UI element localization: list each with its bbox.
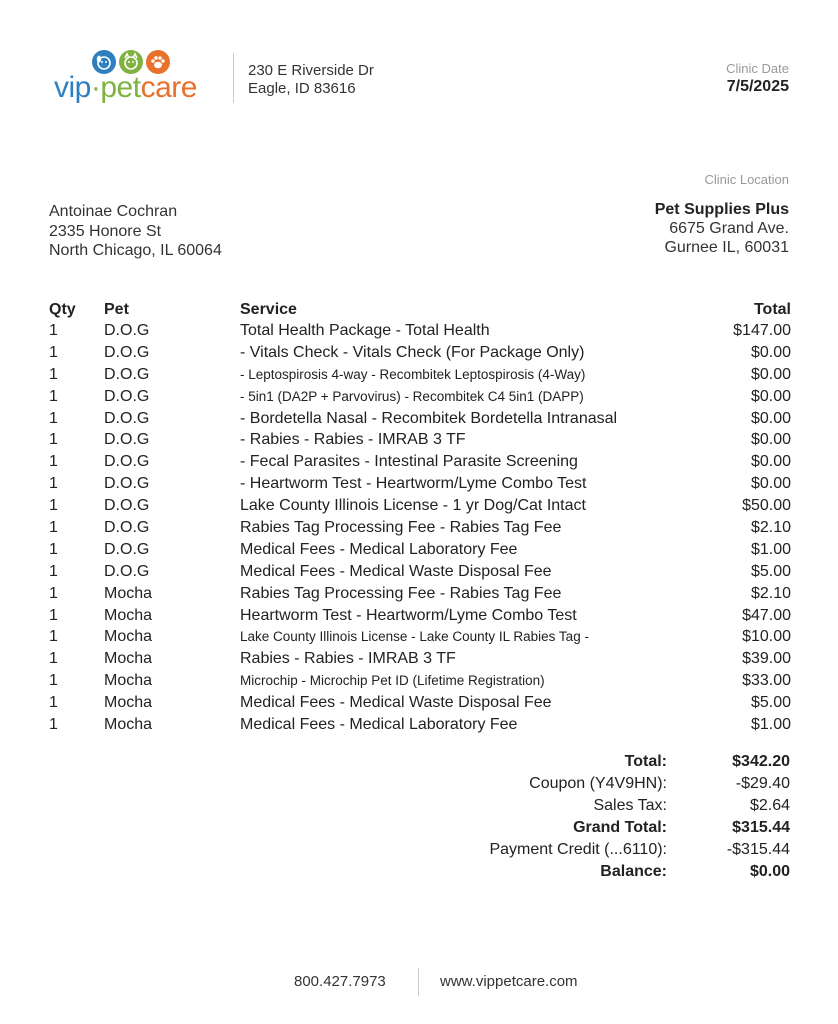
totals-label: Sales Tax: xyxy=(593,797,667,815)
totals-row xyxy=(300,751,790,773)
table-row xyxy=(49,451,791,473)
totals-label: Balance: xyxy=(600,863,667,881)
row-pet: Mocha xyxy=(104,584,153,602)
totals-row xyxy=(300,795,790,817)
row-total: $5.00 xyxy=(750,562,791,580)
row-total: $39.00 xyxy=(742,650,791,668)
table-row xyxy=(49,605,791,627)
totals-value: -$29.40 xyxy=(735,775,790,793)
row-service: - 5in1 (DA2P + Parvovirus) - Recombitek C4 5in1 (DAPP) xyxy=(240,388,584,404)
customer-address xyxy=(49,202,222,261)
row-total: $0.00 xyxy=(750,475,791,493)
row-service: Lake County Illinois License - Lake County IL Rabies Tag - xyxy=(240,629,589,645)
row-total: $47.00 xyxy=(742,606,791,624)
row-service: Rabies Tag Processing Fee - Rabies Tag Fee xyxy=(240,519,562,537)
row-total: $0.00 xyxy=(750,365,791,383)
row-total: $0.00 xyxy=(750,453,791,471)
row-service: - Bordetella Nasal - Recombitek Bordetella Intranasal xyxy=(240,409,618,427)
table-row xyxy=(49,692,791,714)
totals-label: Total: xyxy=(624,753,667,770)
row-pet: D.O.G xyxy=(104,519,150,537)
row-total: $50.00 xyxy=(742,497,791,515)
logo-part-vip: vip xyxy=(54,71,91,104)
row-pet: D.O.G xyxy=(104,453,150,471)
clinic-address-line1: 230 E Riverside Dr xyxy=(248,62,374,79)
totals-value: $0.00 xyxy=(749,863,790,881)
clinic-date-label: Clinic Date xyxy=(726,61,789,76)
footer-website: www.vippetcare.com xyxy=(440,973,578,990)
header-total: Total xyxy=(753,301,791,318)
totals-row xyxy=(300,817,790,839)
row-service: Medical Fees - Medical Laboratory Fee xyxy=(240,716,518,734)
header-divider xyxy=(233,53,234,103)
row-service: Heartworm Test - Heartworm/Lyme Combo Test xyxy=(240,606,577,624)
row-total: $5.00 xyxy=(750,694,791,712)
footer-divider xyxy=(418,968,419,996)
header-pet: Pet xyxy=(104,301,129,318)
row-service: - Vitals Check - Vitals Check (For Package Only) xyxy=(240,343,585,361)
row-pet: D.O.G xyxy=(104,322,150,339)
row-qty: 1 xyxy=(49,519,58,537)
row-total: $0.00 xyxy=(750,387,791,405)
row-qty: 1 xyxy=(49,628,58,646)
table-row xyxy=(49,320,791,342)
row-service: Rabies - Rabies - IMRAB 3 TF xyxy=(240,650,456,668)
table-row xyxy=(49,364,791,386)
clinic-location-line2: Gurnee IL, 60031 xyxy=(664,239,789,256)
row-total: $33.00 xyxy=(742,672,791,690)
row-qty: 1 xyxy=(49,606,58,624)
vip-petcare-logo xyxy=(54,50,219,106)
row-total: $10.00 xyxy=(742,628,791,646)
row-pet: Mocha xyxy=(104,606,153,624)
table-row xyxy=(49,561,791,583)
customer-line1: 2335 Honore St xyxy=(49,222,162,240)
logo-wordmark xyxy=(54,71,197,105)
row-service: Medical Fees - Medical Waste Disposal Fee xyxy=(240,562,552,580)
row-total: $147.00 xyxy=(733,322,791,339)
table-row xyxy=(49,714,791,736)
totals-value: $2.64 xyxy=(749,797,790,815)
totals-row xyxy=(300,861,790,883)
table-row xyxy=(49,583,791,605)
totals-row xyxy=(300,839,790,861)
clinic-location xyxy=(655,200,789,257)
row-pet: D.O.G xyxy=(104,497,150,515)
totals-section xyxy=(300,751,790,884)
row-total: $2.10 xyxy=(750,519,791,537)
table-row xyxy=(49,648,791,670)
row-qty: 1 xyxy=(49,343,58,361)
footer-phone: 800.427.7973 xyxy=(294,973,386,990)
clinic-date: 7/5/2025 xyxy=(726,78,789,95)
row-total: $1.00 xyxy=(750,540,791,558)
table-body xyxy=(49,320,791,736)
totals-label: Payment Credit (...6110): xyxy=(489,841,667,859)
logo-part-pet: ·pet xyxy=(90,71,141,104)
row-qty: 1 xyxy=(49,650,58,668)
row-total: $0.00 xyxy=(750,409,791,427)
row-service: Medical Fees - Medical Waste Disposal Fee xyxy=(240,694,552,712)
row-pet: D.O.G xyxy=(104,431,150,449)
row-qty: 1 xyxy=(49,716,58,734)
row-total: $0.00 xyxy=(750,343,791,361)
row-pet: D.O.G xyxy=(104,343,150,361)
row-qty: 1 xyxy=(49,562,58,580)
row-service: Lake County Illinois License - 1 yr Dog/Cat Intact xyxy=(240,497,586,515)
customer-name: Antoinae Cochran xyxy=(49,203,178,220)
clinic-location-line1: 6675 Grand Ave. xyxy=(669,220,789,237)
row-pet: Mocha xyxy=(104,650,153,668)
row-pet: Mocha xyxy=(104,672,153,690)
clinic-address xyxy=(248,62,374,98)
row-pet: Mocha xyxy=(104,628,153,646)
table-row xyxy=(49,408,791,430)
logo-part-care: care xyxy=(140,71,197,104)
totals-value: $342.20 xyxy=(732,753,790,770)
header-qty: Qty xyxy=(49,301,76,318)
table-header xyxy=(49,300,791,320)
row-qty: 1 xyxy=(49,475,58,493)
customer-line2: North Chicago, IL 60064 xyxy=(49,242,222,259)
row-service: - Rabies - Rabies - IMRAB 3 TF xyxy=(240,431,466,449)
row-pet: D.O.G xyxy=(104,365,150,383)
table-row xyxy=(49,386,791,408)
row-service: Total Health Package - Total Health xyxy=(240,322,490,339)
row-pet: D.O.G xyxy=(104,475,150,493)
row-qty: 1 xyxy=(49,540,58,558)
totals-label: Grand Total: xyxy=(573,819,667,837)
clinic-location-name: Pet Supplies Plus xyxy=(654,201,789,218)
row-pet: Mocha xyxy=(104,694,153,712)
row-total: $2.10 xyxy=(750,584,791,602)
row-qty: 1 xyxy=(49,409,58,427)
row-qty: 1 xyxy=(49,322,58,339)
header-service: Service xyxy=(240,301,297,318)
table-row xyxy=(49,626,791,648)
row-service: Microchip - Microchip Pet ID (Lifetime Registration) xyxy=(240,673,545,689)
totals-value: -$315.44 xyxy=(726,841,790,859)
table-row xyxy=(49,473,791,495)
clinic-location-label: Clinic Location xyxy=(704,172,789,187)
totals-row xyxy=(300,773,790,795)
row-qty: 1 xyxy=(49,584,58,602)
row-service: - Leptospirosis 4-way - Recombitek Leptospirosis (4-Way) xyxy=(240,366,586,382)
row-pet: D.O.G xyxy=(104,387,150,405)
table-row xyxy=(49,495,791,517)
row-qty: 1 xyxy=(49,694,58,712)
table-row xyxy=(49,342,791,364)
footer xyxy=(0,968,838,996)
table-row xyxy=(49,517,791,539)
row-pet: Mocha xyxy=(104,716,153,734)
row-service: Rabies Tag Processing Fee - Rabies Tag Fee xyxy=(240,584,562,602)
row-service: - Heartworm Test - Heartworm/Lyme Combo Test xyxy=(240,475,587,493)
row-qty: 1 xyxy=(49,431,58,449)
table-row xyxy=(49,539,791,561)
row-pet: D.O.G xyxy=(104,409,150,427)
row-qty: 1 xyxy=(49,497,58,515)
clinic-address-line2: Eagle, ID 83616 xyxy=(248,80,356,97)
line-items-table xyxy=(49,300,791,736)
row-pet: D.O.G xyxy=(104,562,150,580)
row-total: $0.00 xyxy=(750,431,791,449)
row-pet: D.O.G xyxy=(104,540,150,558)
totals-value: $315.44 xyxy=(732,819,790,837)
row-service: - Fecal Parasites - Intestinal Parasite Screening xyxy=(240,453,578,471)
row-service: Medical Fees - Medical Laboratory Fee xyxy=(240,540,518,558)
row-total: $1.00 xyxy=(750,716,791,734)
table-row xyxy=(49,429,791,451)
row-qty: 1 xyxy=(49,365,58,383)
row-qty: 1 xyxy=(49,387,58,405)
table-row xyxy=(49,670,791,692)
totals-label: Coupon (Y4V9HN): xyxy=(529,775,667,793)
row-qty: 1 xyxy=(49,453,58,471)
row-qty: 1 xyxy=(49,672,58,690)
